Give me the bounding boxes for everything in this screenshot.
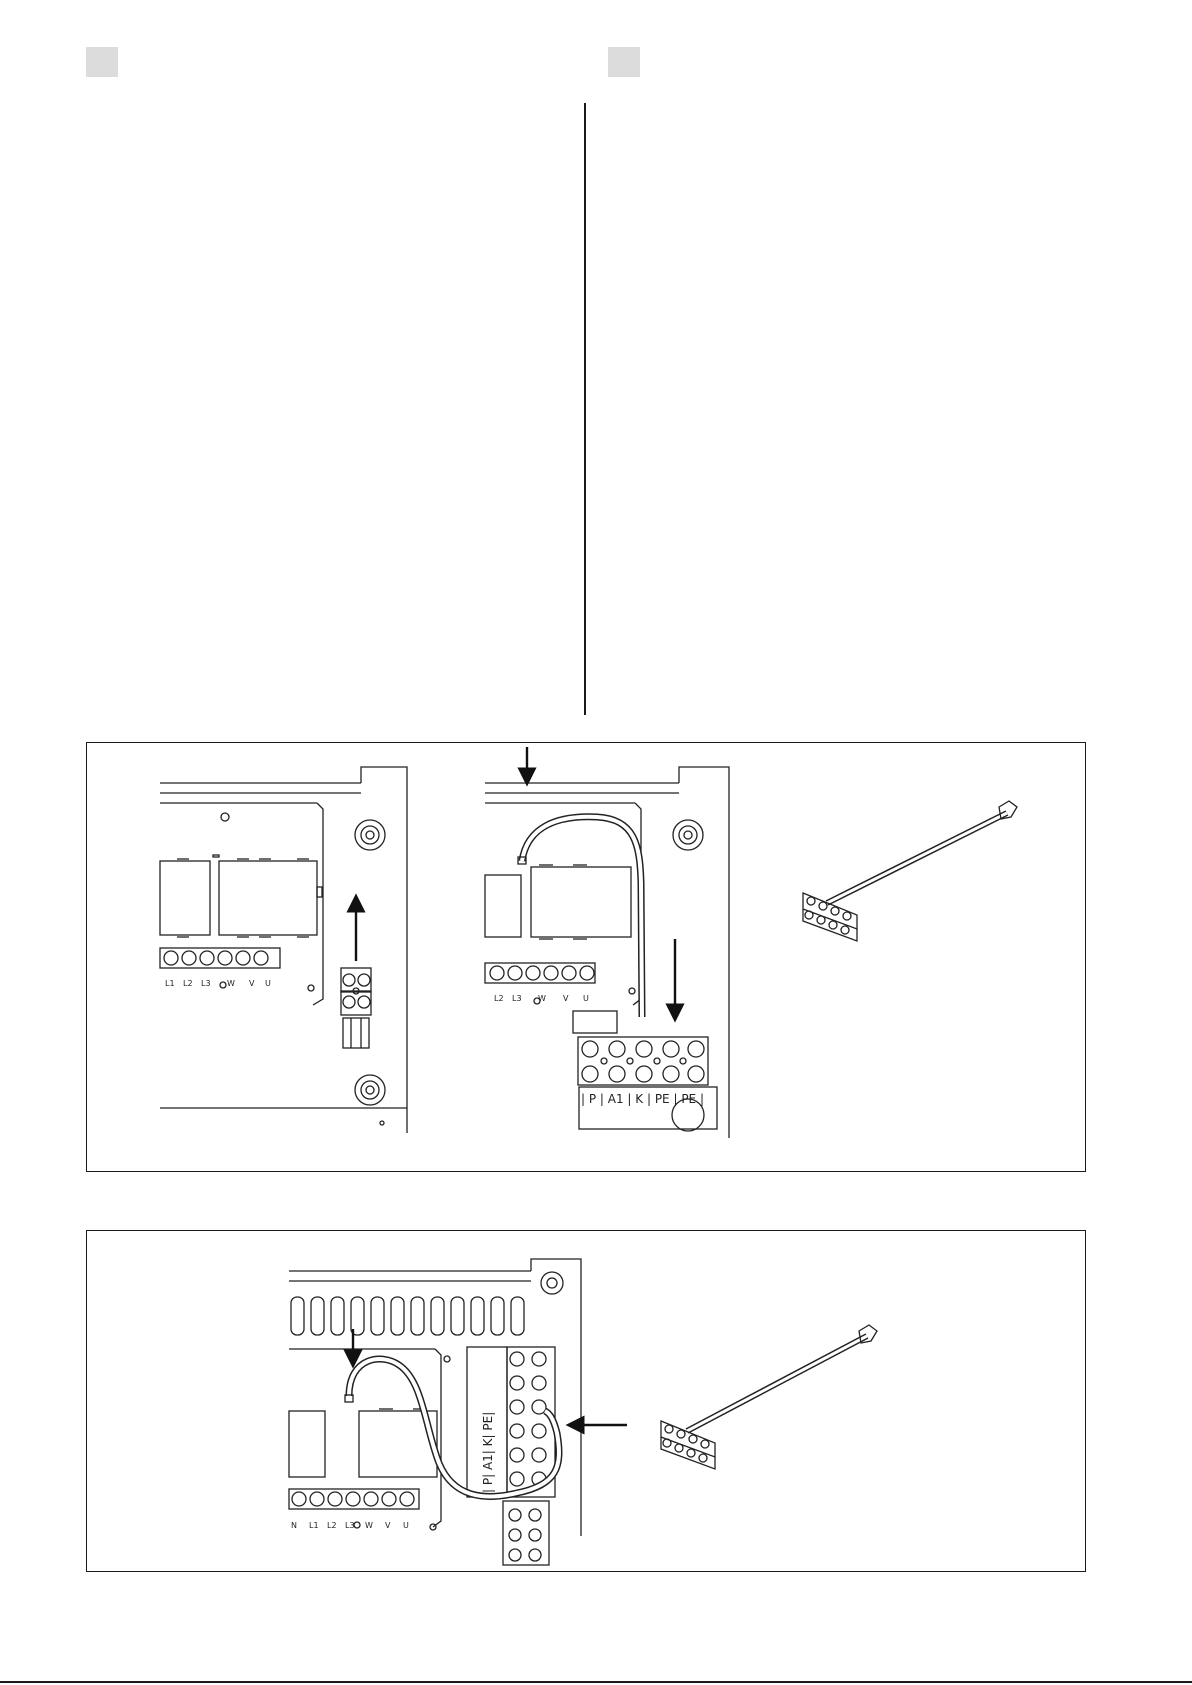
drawing-housing-vertical-block	[289, 1259, 581, 1565]
svg-text:U: U	[403, 1521, 409, 1530]
column-divider	[584, 103, 586, 715]
motor-terminal-labels-right	[494, 994, 589, 1003]
svg-text:N: N	[291, 1521, 297, 1530]
svg-text:V: V	[249, 979, 255, 988]
svg-text:L3: L3	[512, 994, 522, 1003]
figure-panel-top	[86, 742, 1086, 1172]
svg-text:W: W	[538, 994, 546, 1003]
svg-text:L1: L1	[165, 979, 175, 988]
svg-text:V: V	[563, 994, 569, 1003]
page-bottom-rule	[0, 1681, 1192, 1683]
svg-text:L2: L2	[494, 994, 504, 1003]
svg-text:L2: L2	[183, 979, 193, 988]
figure-panel-bottom	[86, 1230, 1086, 1572]
svg-text:L3: L3	[201, 979, 211, 988]
wiring-diagram-bottom	[87, 1231, 1087, 1573]
svg-text:L2: L2	[327, 1521, 337, 1530]
svg-text:L3: L3	[345, 1521, 355, 1530]
svg-text:U: U	[265, 979, 271, 988]
terminal-block-label: | P | A1 | K | PE | PE |	[581, 1092, 704, 1106]
svg-text:V: V	[385, 1521, 391, 1530]
motor-terminal-labels-bottom	[291, 1521, 409, 1530]
section-marker-right	[608, 47, 640, 77]
svg-text:W: W	[227, 979, 235, 988]
drawing-housing-connector	[160, 767, 407, 1133]
svg-text:L1: L1	[309, 1521, 319, 1530]
terminal-block-vertical-label: | P| A1| K| PE|	[481, 1411, 495, 1493]
section-marker-left	[86, 47, 118, 77]
drawing-loose-cable	[803, 801, 1017, 941]
motor-terminal-labels-left	[165, 979, 271, 988]
wiring-diagram-top	[87, 743, 1087, 1173]
svg-text:W: W	[365, 1521, 373, 1530]
drawing-housing-terminal-block	[485, 767, 729, 1138]
svg-text:U: U	[583, 994, 589, 1003]
drawing-loose-cable-bottom	[661, 1325, 877, 1469]
